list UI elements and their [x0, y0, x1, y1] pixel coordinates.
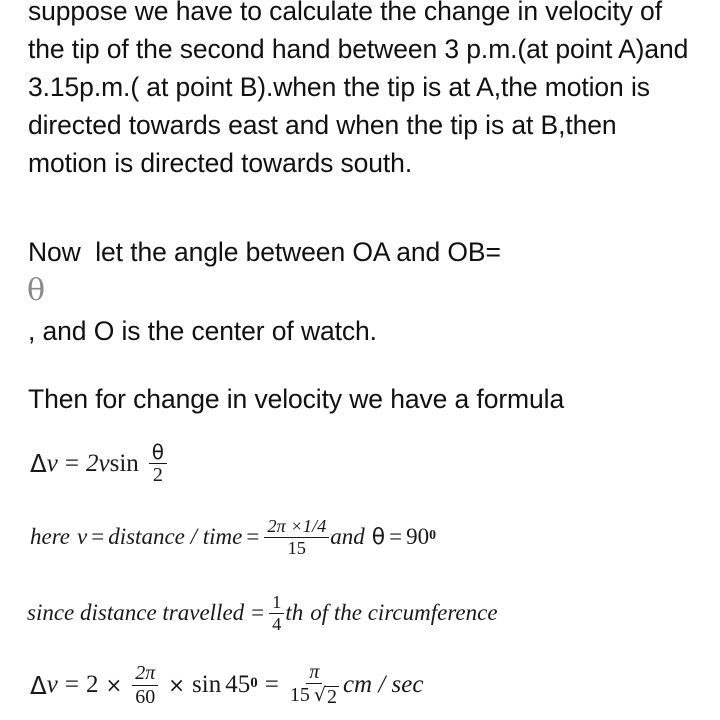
equals-sign: =	[251, 600, 265, 626]
equals-sign-1: =	[91, 524, 105, 550]
equals-sign-1: =	[64, 671, 79, 699]
fraction-one-quarter	[269, 593, 284, 634]
square-root-of-two	[314, 686, 339, 708]
fraction-theta-over-two	[149, 442, 167, 486]
angle-value: 90	[406, 524, 430, 550]
tail-phrase: of the circumference	[310, 600, 498, 626]
velocity-variable: v	[46, 671, 58, 699]
fraction-two-pi-over-sixty	[132, 663, 158, 707]
fraction-denominator: 15	[287, 537, 306, 558]
paragraph-center-of-watch: , and O is the center of watch.	[28, 316, 377, 346]
paragraph-angle-definition: Now let the angle between OA and OB=	[28, 237, 501, 267]
denominator-number: 15	[289, 684, 310, 707]
speed-variable: v	[77, 524, 88, 550]
coefficient-two: 2	[85, 449, 99, 477]
formula-velocity-value: here v = distance / time = $\frac{2\pi \times 1/4}{15}$ and θ = 90 0	[30, 516, 437, 558]
sine-function: sin	[192, 671, 222, 699]
fraction-denominator: 2	[152, 464, 163, 487]
fraction-circumference-over-time	[264, 517, 329, 558]
equals-sign-2: =	[246, 524, 260, 550]
fraction-numerator: 2π	[132, 663, 158, 685]
fraction-denominator: 60	[135, 685, 156, 708]
multiplication-sign-1: ×	[105, 673, 123, 698]
delta-symbol: Δ	[30, 670, 47, 700]
conjunction-and: and	[330, 524, 365, 550]
speed-variable: v	[98, 449, 110, 477]
units-label: cm / sec	[342, 671, 424, 699]
formula-distance-note	[27, 593, 498, 634]
radical-icon: √	[313, 684, 326, 707]
equals-sign-3: =	[389, 524, 403, 550]
delta-symbol: Δ	[30, 449, 47, 479]
equals-sign: =	[64, 449, 79, 477]
formula-final-result: Δ v = 2 × $\frac{2\pi}{60}$ × sin 45 0 = π 15 √ 2 cm / sec	[30, 661, 424, 709]
distance-over-time-expression: distance / time	[108, 524, 243, 550]
formula-delta-v-definition	[30, 442, 170, 486]
theta-symbol: θ	[371, 524, 386, 550]
angle-value: 45	[225, 671, 251, 699]
paragraph-problem-statement: suppose we have to calculate the change in velocity of the tip of the second hand between 3 p.m.(at point A)and 3.15p.m.( at point B).when the tip is at A,the motion is directed towards east and when the tip is at B,then motion is directed towards south.	[28, 0, 696, 178]
fraction-result	[287, 662, 342, 708]
fraction-numerator: π	[306, 662, 322, 684]
equals-sign-2: =	[264, 671, 279, 699]
lead-word-here: here	[30, 524, 71, 550]
paragraph-formula-intro: Then for change in velocity we have a formula	[28, 384, 565, 414]
fraction-numerator: θ	[149, 442, 167, 464]
lead-phrase: since distance travelled	[27, 600, 245, 626]
ordinal-suffix: th	[285, 600, 304, 626]
factor-two: 2	[85, 671, 99, 699]
velocity-variable: v	[46, 449, 58, 477]
fraction-numerator: 2π ×1/4	[264, 517, 329, 538]
radicand: 2	[326, 686, 337, 709]
fraction-denominator: 4	[272, 613, 282, 634]
sine-function: sin	[109, 449, 139, 477]
fraction-denominator	[287, 684, 342, 708]
multiplication-sign-2: ×	[168, 673, 186, 698]
theta-symbol-standalone: θ	[27, 273, 46, 308]
fraction-numerator: 1	[269, 593, 284, 614]
